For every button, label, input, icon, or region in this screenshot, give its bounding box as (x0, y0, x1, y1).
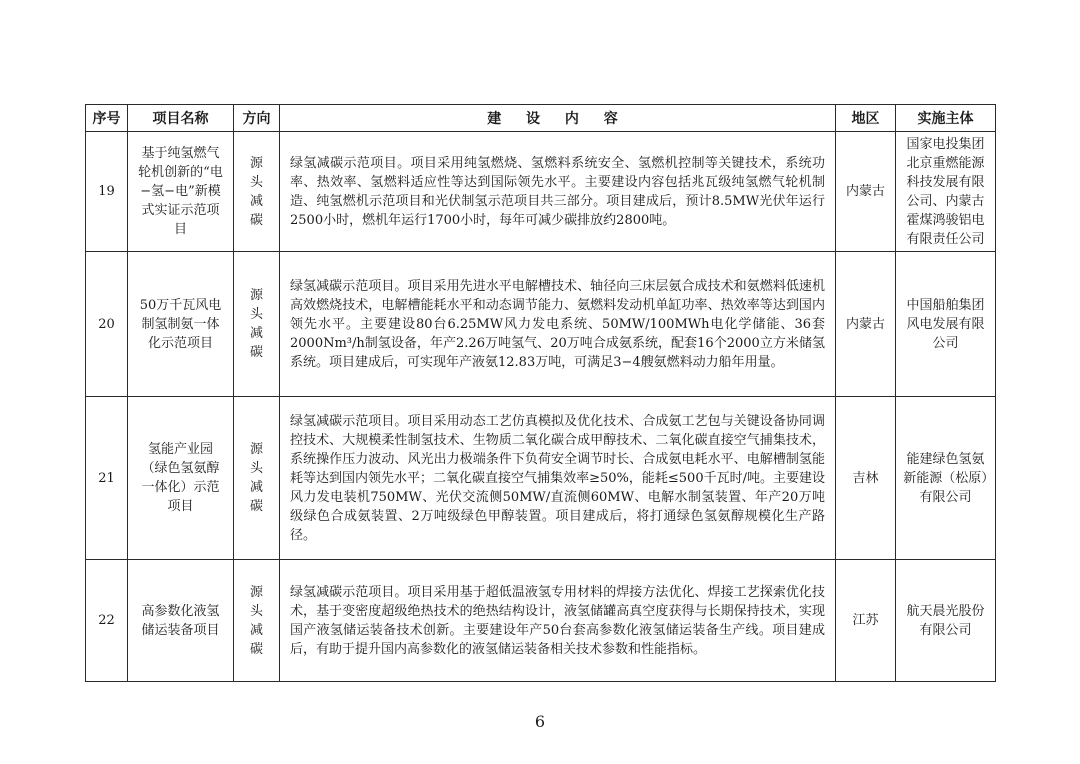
project-org: 中国船舶集团风电发展有限公司 (896, 252, 996, 397)
project-content: 绿氢减碳示范项目。项目采用先进水平电解槽技术、轴径向三床层氨合成技术和氨燃料低速机高效燃烧技术，电解槽能耗水平和动态调节能力、氨燃料发动机单缸功率、热效率等达到国内领先水平。主要建设80台6.25MW风力发电系统、50MW/100MWh电化学储能、36套2000Nm³/h制氢设备，年产2.26万吨氢气、20万吨合成氨系统，配套16个2000立方米储氢系统。项目建成后，可实现年产液氨12.83万吨，可满足3−4艘氨燃料动力船年用量。 (280, 252, 836, 397)
project-org: 能建绿色氢氨新能源（松原）有限公司 (896, 397, 996, 560)
table-row (86, 252, 996, 397)
project-name: 高参数化液氢储运装备项目 (128, 560, 234, 682)
row-number: 22 (86, 560, 128, 682)
project-name: 基于纯氢燃气轮机创新的“电−氢−电”新模式实证示范项目 (128, 132, 234, 252)
row-number: 19 (86, 132, 128, 252)
project-org: 国家电投集团北京重燃能源科技发展有限公司、内蒙古霍煤鸿骏铝电有限责任公司 (896, 132, 996, 252)
project-direction: 源头减碳 (234, 397, 280, 560)
table-row (86, 397, 996, 560)
project-region: 吉林 (836, 397, 896, 560)
project-direction: 源头减碳 (234, 132, 280, 252)
project-org: 航天晨光股份有限公司 (896, 560, 996, 682)
page-number: 6 (534, 712, 546, 731)
header-no: 序号 (86, 105, 128, 132)
header-direction: 方向 (234, 105, 280, 132)
project-region: 内蒙古 (836, 252, 896, 397)
project-content: 绿氢减碳示范项目。项目采用基于超低温液氢专用材料的焊接方法优化、焊接工艺探索优化技术，基于变密度超级绝热技术的绝热结构设计，液氢储罐高真空度获得与长期保持技术，实现国产液氢储运装备技术创新。主要建设年产50台套高参数化液氢储运装备生产线。项目建成后，有助于提升国内高参数化的液氢储运装备相关技术参数和性能指标。 (280, 560, 836, 682)
project-region: 内蒙古 (836, 132, 896, 252)
project-table (85, 104, 996, 682)
header-content: 建 设 内 容 (280, 105, 836, 132)
header-region: 地区 (836, 105, 896, 132)
table-header-row (86, 105, 996, 132)
header-org: 实施主体 (896, 105, 996, 132)
header-project-name: 项目名称 (128, 105, 234, 132)
project-direction: 源头减碳 (234, 560, 280, 682)
table-row (86, 560, 996, 682)
row-number: 21 (86, 397, 128, 560)
row-number: 20 (86, 252, 128, 397)
project-content: 绿氢减碳示范项目。项目采用纯氢燃烧、氢燃料系统安全、氢燃机控制等关键技术，系统功率、热效率、氢燃料适应性等达到国际领先水平。主要建设内容包括兆瓦级纯氢燃气轮机制造、纯氢燃机示范项目和光伏制氢示范项目共三部分。项目建成后，预计8.5MW光伏年运行2500小时，燃机年运行1700小时，每年可减少碳排放约2800吨。 (280, 132, 836, 252)
project-direction: 源头减碳 (234, 252, 280, 397)
project-name: 50万千瓦风电制氢制氨一体化示范项目 (128, 252, 234, 397)
project-name: 氢能产业园（绿色氢氨醇一体化）示范项目 (128, 397, 234, 560)
project-region: 江苏 (836, 560, 896, 682)
project-content: 绿氢减碳示范项目。项目采用动态工艺仿真模拟及优化技术、合成氨工艺包与关键设备协同调控技术、大规模柔性制氢技术、生物质二氧化碳合成甲醇技术、二氧化碳直接空气捕集技术，系统操作压力波动、风光出力极端条件下负荷安全调节时长、合成氨电耗水平、电解槽制氢能耗等达到国内领先水平；二氧化碳直接空气捕集效率≥50%，能耗≤500千瓦时/吨。主要建设风力发电装机750MW、光伏交流侧50MW/直流侧60MW、电解水制氢装置、年产20万吨级绿色合成氨装置、2万吨级绿色甲醇装置。项目建成后，将打通绿色氢氨醇规模化生产路径。 (280, 397, 836, 560)
table-row (86, 132, 996, 252)
